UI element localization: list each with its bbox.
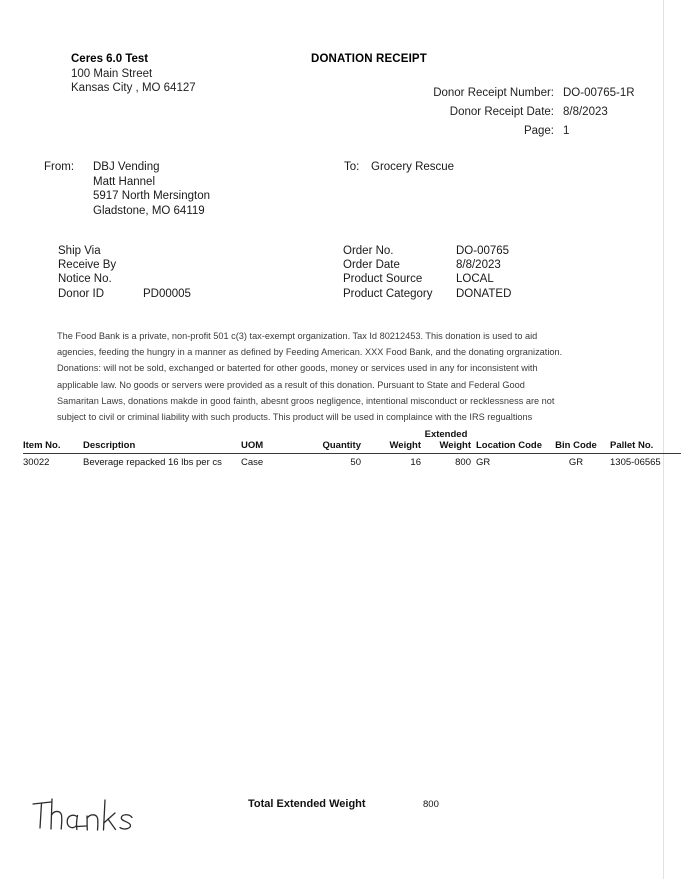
cell-location-code: GR	[476, 457, 491, 468]
notice-no-label: Notice No.	[58, 273, 112, 286]
product-category-value: DONATED	[456, 287, 512, 300]
column-header-extended-weight	[421, 428, 471, 454]
items-table-body	[23, 454, 681, 471]
column-header-description: Description	[83, 440, 136, 451]
ship-via-row	[58, 244, 191, 258]
organization-city-state-zip: Kansas City , MO 64127	[71, 82, 196, 94]
table-row	[23, 454, 681, 471]
column-header-weight: Weight	[389, 440, 421, 451]
organization-name: Ceres 6.0 Test	[71, 53, 149, 65]
from-line-4: Gladstone, MO 64119	[93, 204, 205, 217]
organization-street: 100 Main Street	[71, 67, 153, 80]
extended-header-bottom-word: Weight	[439, 440, 471, 451]
document-title: DONATION RECEIPT	[311, 53, 427, 65]
cell-pallet-no: 1305-06565	[610, 457, 661, 468]
product-source-label: Product Source	[343, 273, 423, 286]
cell-weight: 16	[410, 457, 421, 468]
legal-disclaimer	[57, 328, 563, 425]
donor-id-value: PD00005	[143, 287, 191, 300]
total-extended-weight-label: Total Extended Weight	[248, 798, 366, 810]
column-header-item-no: Item No.	[23, 440, 61, 451]
receipt-number-value: DO-00765-1R	[563, 87, 635, 99]
product-category-row	[343, 287, 511, 301]
cell-description: Beverage repacked 16 lbs per cs	[83, 457, 222, 468]
items-table	[23, 428, 681, 470]
column-header-quantity: Quantity	[322, 440, 361, 451]
legal-line-4: applicable law. No goods or servers were provided as a result of this donation. Pursuant to State and Federal Good	[57, 379, 525, 390]
column-header-pallet-no: Pallet No.	[610, 440, 654, 451]
donor-id-label: Donor ID	[58, 287, 105, 300]
order-no-row	[343, 244, 511, 258]
from-line-2: Matt Hannel	[93, 175, 156, 188]
to-line-1: Grocery Rescue	[371, 161, 455, 173]
column-header-location-code: Location Code	[476, 440, 542, 451]
product-source-value: LOCAL	[456, 273, 494, 286]
receipt-date-label: Donor Receipt Date:	[449, 106, 554, 118]
receipt-date-row	[380, 103, 635, 122]
receipt-number-row	[380, 84, 635, 103]
from-line-3: 5917 North Mersington	[93, 190, 210, 202]
page-number-value: 1	[563, 125, 570, 137]
from-label: From:	[44, 161, 75, 173]
order-date-value: 8/8/2023	[456, 259, 501, 272]
legal-line-1: The Food Bank is a private, non-profit 501 c(3) tax-exempt organization. Tax Id 80212453. This donation is used to aid	[57, 331, 538, 341]
legal-line-3: Donations: will not be sold, exchanged or baterted for other goods, money or services used in any for inconsistent with	[57, 363, 538, 374]
to-address	[371, 160, 454, 175]
product-source-row	[343, 272, 511, 286]
receive-by-row	[58, 258, 191, 272]
items-table-head	[23, 428, 681, 454]
order-info-left-column	[58, 244, 191, 301]
cell-quantity: 50	[350, 457, 361, 468]
column-header-uom: UOM	[241, 440, 264, 451]
notice-no-row	[58, 272, 191, 286]
order-date-label: Order Date	[343, 259, 400, 272]
extended-header-top-word: Extended	[424, 429, 468, 440]
cell-item-no: 30022	[23, 457, 50, 468]
receipt-meta-block	[380, 84, 635, 141]
to-label: To:	[344, 161, 360, 173]
cell-extended-weight: 800	[455, 457, 471, 468]
order-no-label: Order No.	[343, 245, 394, 257]
handwritten-thanks-icon	[30, 795, 150, 850]
order-info-right-column	[343, 244, 511, 301]
receipt-date-value: 8/8/2023	[563, 106, 608, 118]
order-date-row	[343, 258, 511, 272]
handwritten-thanks-annotation	[30, 795, 150, 850]
items-header-row	[23, 428, 681, 454]
from-line-1: DBJ Vending	[93, 161, 160, 173]
from-address	[93, 160, 210, 218]
column-header-bin-code: Bin Code	[555, 440, 597, 451]
from-to-section	[44, 160, 604, 220]
page-number-row	[380, 122, 635, 141]
cell-bin-code: GR	[568, 457, 584, 468]
ship-via-label: Ship Via	[58, 245, 101, 257]
organization-block	[71, 52, 196, 96]
total-extended-weight-value: 800	[423, 799, 439, 810]
page-number-label: Page:	[523, 125, 554, 137]
order-no-value: DO-00765	[456, 245, 510, 257]
receipt-number-label: Donor Receipt Number:	[433, 87, 554, 99]
legal-line-6: subject to civil or criminal liability with such products. This product will be used in complaince with the IRS regualtions	[57, 412, 533, 423]
cell-uom: Case	[241, 457, 264, 468]
receive-by-label: Receive By	[58, 259, 117, 272]
legal-line-2: agencies, feeding the hungry in a manner as defined by Feeding American. XXX Food Bank, and the donating orgranization.	[57, 347, 563, 358]
product-category-label: Product Category	[343, 287, 433, 300]
donor-id-row	[58, 287, 191, 301]
line-items-table	[23, 428, 661, 470]
legal-line-5: Samaritan Laws, donations makde in good fainth, abesnt groos negligence, intentional misconduct or recklessness are not	[57, 395, 555, 406]
